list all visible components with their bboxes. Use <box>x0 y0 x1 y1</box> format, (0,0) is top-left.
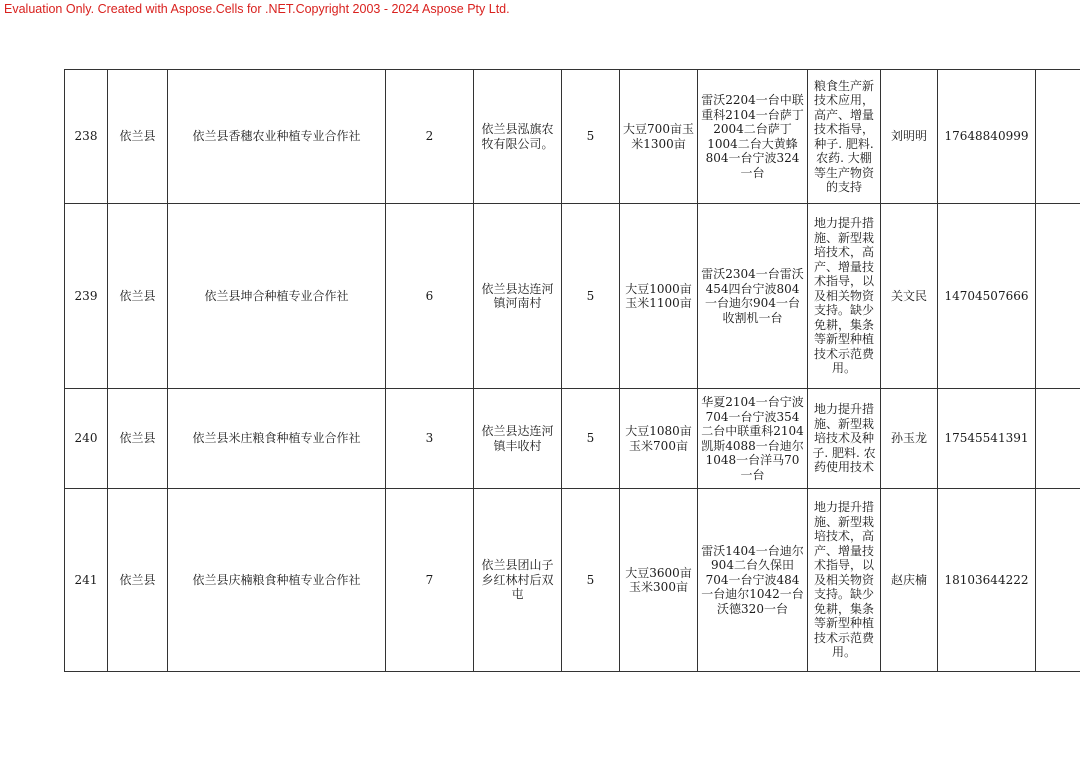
quantity-cell: 5 <box>562 204 620 389</box>
table-row <box>65 70 1080 204</box>
phone-cell: 17648840999 <box>938 70 1036 204</box>
cooperative-table <box>64 69 1080 672</box>
county-cell: 依兰县 <box>108 204 168 389</box>
cooperative-name-cell: 依兰县坤合种植专业合作社 <box>168 204 386 389</box>
contact-person-cell: 赵庆楠 <box>881 489 938 672</box>
county-cell: 依兰县 <box>108 70 168 204</box>
phone-cell: 14704507666 <box>938 204 1036 389</box>
count-cell: 2 <box>386 70 474 204</box>
location-cell: 依兰县团山子乡红林村后双屯 <box>474 489 562 672</box>
phone-cell: 17545541391 <box>938 389 1036 489</box>
count-cell: 7 <box>386 489 474 672</box>
contact-person-cell: 孙玉龙 <box>881 389 938 489</box>
empty-cell <box>1036 389 1080 489</box>
planting-area-cell: 大豆1000亩玉米1100亩 <box>620 204 698 389</box>
empty-cell <box>1036 489 1080 672</box>
count-cell: 3 <box>386 389 474 489</box>
cooperative-name-cell: 依兰县米庄粮食种植专业合作社 <box>168 389 386 489</box>
machinery-cell: 雷沃2304一台雷沃454四台宁波804一台迪尔904一台收割机一台 <box>698 204 808 389</box>
needs-cell: 地力提升措施、新型栽培技术，高产、增量技术指导，以及相关物资支持。缺少免耕，集条等新型种植技术示范费用。 <box>808 204 881 389</box>
location-cell: 依兰县泓旗农牧有限公司。 <box>474 70 562 204</box>
empty-cell <box>1036 204 1080 389</box>
row-number-cell: 240 <box>65 389 108 489</box>
location-cell: 依兰县达连河镇河南村 <box>474 204 562 389</box>
quantity-cell: 5 <box>562 70 620 204</box>
count-cell: 6 <box>386 204 474 389</box>
county-cell: 依兰县 <box>108 389 168 489</box>
phone-cell: 18103644222 <box>938 489 1036 672</box>
planting-area-cell: 大豆700亩玉米1300亩 <box>620 70 698 204</box>
quantity-cell: 5 <box>562 389 620 489</box>
location-cell: 依兰县达连河镇丰收村 <box>474 389 562 489</box>
planting-area-cell: 大豆1080亩玉米700亩 <box>620 389 698 489</box>
needs-cell: 粮食生产新技术应用，高产、增量技术指导，种子. 肥料. 农药. 大棚等生产物资的支持 <box>808 70 881 204</box>
cooperative-name-cell: 依兰县庆楠粮食种植专业合作社 <box>168 489 386 672</box>
table-row <box>65 389 1080 489</box>
quantity-cell: 5 <box>562 489 620 672</box>
machinery-cell: 雷沃2204一台中联重科2104一台萨丁2004二台萨丁1004二台大黄蜂804一台宁波324一台 <box>698 70 808 204</box>
needs-cell: 地力提升措施、新型栽培技术及种子. 肥料. 农药使用技术 <box>808 389 881 489</box>
table-row <box>65 204 1080 389</box>
machinery-cell: 雷沃1404一台迪尔904二台久保田704一台宁波484一台迪尔1042一台沃德320一台 <box>698 489 808 672</box>
machinery-cell: 华夏2104一台宁波704一台宁波354二台中联重科2104凯斯4088一台迪尔1048一台洋马70一台 <box>698 389 808 489</box>
table-row <box>65 489 1080 672</box>
contact-person-cell: 关文民 <box>881 204 938 389</box>
planting-area-cell: 大豆3600亩玉米300亩 <box>620 489 698 672</box>
evaluation-watermark: Evaluation Only. Created with Aspose.Cells for .NET.Copyright 2003 - 2024 Aspose Pty Ltd. <box>4 2 510 16</box>
cooperative-name-cell: 依兰县香穗农业种植专业合作社 <box>168 70 386 204</box>
needs-cell: 地力提升措施、新型栽培技术，高产、增量技术指导，以及相关物资支持。缺少免耕，集条等新型种植技术示范费用。 <box>808 489 881 672</box>
row-number-cell: 239 <box>65 204 108 389</box>
row-number-cell: 238 <box>65 70 108 204</box>
contact-person-cell: 刘明明 <box>881 70 938 204</box>
row-number-cell: 241 <box>65 489 108 672</box>
county-cell: 依兰县 <box>108 489 168 672</box>
empty-cell <box>1036 70 1080 204</box>
